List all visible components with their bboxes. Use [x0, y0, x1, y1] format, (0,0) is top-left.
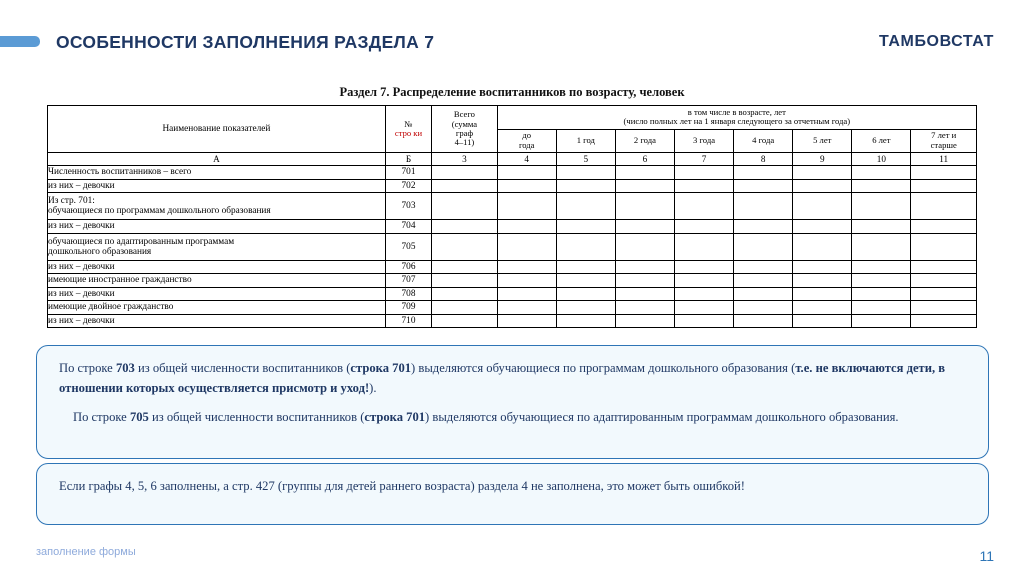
data-cell[interactable]	[734, 301, 793, 315]
data-cell[interactable]	[674, 220, 733, 234]
data-cell[interactable]	[793, 220, 852, 234]
row-code-710: 710	[385, 314, 431, 328]
row-label-703-line2: обучающиеся по программам дошкольного образования	[48, 206, 271, 216]
callout-703-emph: т.е. не включаются дети, в отношении которых осуществляется присмотр и уход!	[59, 361, 946, 395]
letter-cell-4: 5	[556, 153, 615, 166]
row-label-705-line1: обучающиеся по адаптированным программам	[48, 236, 235, 247]
letter-cell-1: Б	[385, 153, 431, 166]
data-cell[interactable]	[734, 260, 793, 274]
data-cell[interactable]	[734, 193, 793, 220]
data-cell[interactable]	[556, 301, 615, 315]
data-cell[interactable]	[734, 220, 793, 234]
data-cell[interactable]	[852, 166, 911, 180]
data-cell[interactable]	[793, 179, 852, 193]
header-age-2: 2 года	[615, 129, 674, 153]
data-cell[interactable]	[615, 166, 674, 180]
brand-label: ТАМБОВСТАТ	[879, 33, 994, 50]
data-cell[interactable]	[432, 301, 497, 315]
data-cell[interactable]	[432, 274, 497, 288]
callout-paragraph-705	[59, 408, 966, 428]
letter-cell-7: 8	[734, 153, 793, 166]
letter-cell-2: 3	[432, 153, 497, 166]
row-code-704: 704	[385, 220, 431, 234]
row-label-705-line2: дошкольного образования	[48, 246, 152, 257]
header-cell-age-group	[497, 106, 976, 130]
table-letter-row	[48, 153, 977, 166]
header-cell-name: Наименование показателей	[48, 106, 386, 153]
letter-cell-10: 11	[911, 153, 977, 166]
page-number: 11	[979, 548, 994, 564]
data-cell[interactable]	[674, 166, 733, 180]
data-cell[interactable]	[911, 193, 977, 220]
callout-703-t1: По строке	[59, 361, 116, 375]
callout-703-t2: из общей численности воспитанников (	[134, 361, 351, 375]
data-cell[interactable]	[432, 166, 497, 180]
data-cell[interactable]	[497, 287, 556, 301]
data-cell[interactable]	[556, 179, 615, 193]
table-row	[48, 220, 977, 234]
row-label-707: имеющие иностранное гражданство	[48, 274, 386, 288]
data-cell[interactable]	[852, 220, 911, 234]
callout-705-ref: строка 701	[364, 410, 426, 425]
data-cell[interactable]	[852, 260, 911, 274]
callout-box-rows-703-705	[36, 345, 989, 459]
footer-label: заполнение формы	[36, 546, 136, 558]
row-label-708: из них – девочки	[48, 287, 386, 301]
row-label-709: имеющие двойное гражданство	[48, 301, 386, 315]
row-label-701: Численность воспитанников – всего	[48, 166, 386, 180]
row-label-703-line1: Из стр. 701:	[48, 196, 95, 206]
data-cell[interactable]	[734, 274, 793, 288]
data-cell[interactable]	[793, 287, 852, 301]
table-row	[48, 314, 977, 328]
row-code-706: 706	[385, 260, 431, 274]
data-cell[interactable]	[615, 314, 674, 328]
form-table	[47, 105, 977, 328]
data-cell[interactable]	[615, 233, 674, 260]
table-row	[48, 274, 977, 288]
callout-705-t3: ) выделяются обучающиеся по адаптированным программам дошкольного образования.	[425, 410, 899, 425]
data-cell[interactable]	[911, 260, 977, 274]
data-cell[interactable]	[911, 301, 977, 315]
data-cell[interactable]	[497, 233, 556, 260]
callout-703-t3: ) выделяются обучающиеся по программам дошкольного образования (	[411, 361, 796, 375]
header-rowno-red: стро ки	[394, 128, 423, 138]
header-age-group-title: в том числе в возрасте, лет	[687, 106, 786, 117]
row-code-702: 702	[385, 179, 431, 193]
data-cell[interactable]	[615, 287, 674, 301]
data-cell[interactable]	[432, 220, 497, 234]
data-cell[interactable]	[793, 166, 852, 180]
data-cell[interactable]	[734, 233, 793, 260]
table-row	[48, 233, 977, 260]
header-age-3: 3 года	[674, 129, 733, 153]
row-label-705	[48, 233, 386, 260]
table-header-row-1	[48, 106, 977, 130]
data-cell[interactable]	[793, 193, 852, 220]
data-cell[interactable]	[556, 220, 615, 234]
data-cell[interactable]	[793, 260, 852, 274]
data-cell[interactable]	[793, 233, 852, 260]
data-cell[interactable]	[556, 274, 615, 288]
table-row	[48, 179, 977, 193]
data-cell[interactable]	[556, 166, 615, 180]
data-cell[interactable]	[497, 179, 556, 193]
letter-cell-0: А	[48, 153, 386, 166]
data-cell[interactable]	[911, 287, 977, 301]
data-cell[interactable]	[615, 274, 674, 288]
data-cell[interactable]	[432, 260, 497, 274]
data-cell[interactable]	[432, 314, 497, 328]
data-cell[interactable]	[615, 193, 674, 220]
data-cell[interactable]	[911, 179, 977, 193]
data-cell[interactable]	[432, 179, 497, 193]
data-cell[interactable]	[674, 260, 733, 274]
data-cell[interactable]	[432, 287, 497, 301]
callout-703-t4: ).	[369, 380, 377, 395]
row-label-703	[48, 193, 386, 220]
header-age-5: 5 лет	[793, 129, 852, 153]
data-cell[interactable]	[674, 301, 733, 315]
row-code-705: 705	[385, 233, 431, 260]
callout-warning-text: Если графы 4, 5, 6 заполнены, а стр. 427 (группы для детей раннего возраста) раздела 4 не заполнена, это может быть ошибкой!	[59, 479, 745, 493]
form-title: Раздел 7. Распределение воспитанников по возрасту, человек	[339, 85, 685, 99]
callout-705-t1: По строке	[73, 410, 130, 425]
table-row	[48, 193, 977, 220]
row-label-702: из них – девочки	[48, 179, 386, 193]
row-code-707: 707	[385, 274, 431, 288]
row-label-710: из них – девочки	[48, 314, 386, 328]
row-label-704: из них – девочки	[48, 220, 386, 234]
data-cell[interactable]	[911, 166, 977, 180]
header-age-7plus: 7 лет и старше	[911, 129, 977, 153]
data-cell[interactable]	[911, 314, 977, 328]
callout-703-ref: строка 701	[350, 361, 412, 375]
data-cell[interactable]	[852, 193, 911, 220]
table-row	[48, 301, 977, 315]
data-cell[interactable]	[911, 274, 977, 288]
callout-705-rownum: 705	[129, 410, 149, 425]
data-cell[interactable]	[615, 301, 674, 315]
data-cell[interactable]	[674, 179, 733, 193]
header-age-group-sub: (число полных лет на 1 января следующего за отчетным года)	[623, 116, 851, 127]
page-title: ОСОБЕННОСТИ ЗАПОЛНЕНИЯ РАЗДЕЛА 7	[56, 32, 435, 52]
data-cell[interactable]	[734, 287, 793, 301]
data-cell[interactable]	[497, 166, 556, 180]
data-cell[interactable]	[911, 220, 977, 234]
data-cell[interactable]	[556, 233, 615, 260]
data-cell[interactable]	[793, 301, 852, 315]
data-cell[interactable]	[852, 287, 911, 301]
letter-cell-5: 6	[615, 153, 674, 166]
data-cell[interactable]	[852, 274, 911, 288]
row-code-701: 701	[385, 166, 431, 180]
data-cell[interactable]	[497, 301, 556, 315]
data-cell[interactable]	[556, 287, 615, 301]
data-cell[interactable]	[615, 260, 674, 274]
data-cell[interactable]	[674, 287, 733, 301]
header-rowno-text: №	[404, 118, 413, 129]
header-cell-total: Всего (сумма граф 4–11)	[432, 106, 497, 153]
row-code-708: 708	[385, 287, 431, 301]
form-table-wrapper	[47, 105, 977, 328]
callout-703-rownum: 703	[115, 361, 135, 375]
table-row	[48, 287, 977, 301]
callout-paragraph-703	[59, 359, 966, 398]
callout-box-warning	[36, 463, 989, 525]
callout-705-t2: из общей численности воспитанников (	[148, 410, 365, 425]
header-age-0: до года	[497, 129, 556, 153]
data-cell[interactable]	[497, 314, 556, 328]
table-row	[48, 166, 977, 180]
header-age-1: 1 год	[556, 129, 615, 153]
data-cell[interactable]	[911, 233, 977, 260]
data-cell[interactable]	[674, 274, 733, 288]
row-label-706: из них – девочки	[48, 260, 386, 274]
header-accent-bar	[0, 36, 40, 47]
data-cell[interactable]	[734, 314, 793, 328]
row-code-709: 709	[385, 301, 431, 315]
letter-cell-8: 9	[793, 153, 852, 166]
data-cell[interactable]	[734, 179, 793, 193]
data-cell[interactable]	[674, 233, 733, 260]
data-cell[interactable]	[852, 301, 911, 315]
letter-cell-3: 4	[497, 153, 556, 166]
data-cell[interactable]	[793, 314, 852, 328]
data-cell[interactable]	[674, 314, 733, 328]
data-cell[interactable]	[852, 314, 911, 328]
data-cell[interactable]	[497, 193, 556, 220]
data-cell[interactable]	[432, 233, 497, 260]
data-cell[interactable]	[852, 179, 911, 193]
data-cell[interactable]	[497, 274, 556, 288]
data-cell[interactable]	[674, 193, 733, 220]
data-cell[interactable]	[852, 233, 911, 260]
row-code-703: 703	[385, 193, 431, 220]
data-cell[interactable]	[556, 260, 615, 274]
header-cell-row-no	[385, 106, 431, 153]
header-age-6: 6 лет	[852, 129, 911, 153]
data-cell[interactable]	[556, 314, 615, 328]
table-row	[48, 260, 977, 274]
data-cell[interactable]	[615, 179, 674, 193]
data-cell[interactable]	[734, 166, 793, 180]
header-age-4: 4 года	[734, 129, 793, 153]
data-cell[interactable]	[556, 193, 615, 220]
data-cell[interactable]	[793, 274, 852, 288]
data-cell[interactable]	[497, 220, 556, 234]
data-cell[interactable]	[497, 260, 556, 274]
letter-cell-6: 7	[674, 153, 733, 166]
letter-cell-9: 10	[852, 153, 911, 166]
data-cell[interactable]	[432, 193, 497, 220]
data-cell[interactable]	[615, 220, 674, 234]
